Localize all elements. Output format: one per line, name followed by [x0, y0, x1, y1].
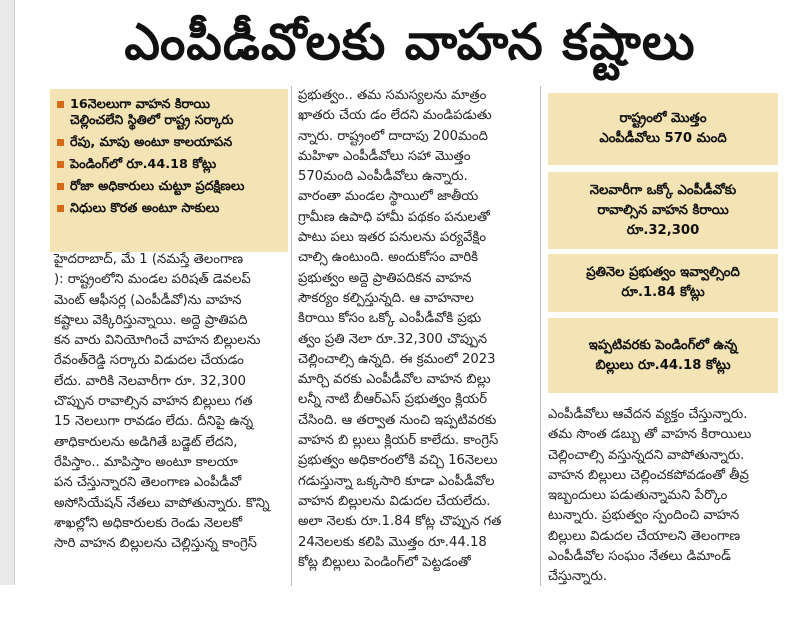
article-line: చాల్సి ఉంటుంది. అందుకోసం వారికి — [298, 250, 479, 266]
fact-line: ఎంపీడీవోలు 570 మంది — [599, 131, 727, 146]
article-line: తాధికారులను అడిగితే బడ్జెట్ లేదని, — [54, 434, 238, 450]
fact-line: నెలవారీగా ఒక్కో ఎంపీడీవోకు — [589, 182, 737, 198]
bullet-square-icon — [57, 205, 64, 212]
highlight-text: రేపు, మాపు అంటూ కాలయాపన — [70, 135, 233, 150]
article-line: ప్రభుత్వం అద్దె ప్రాతిపదికన వాహన — [298, 270, 472, 286]
highlight-item — [50, 179, 288, 195]
article-line: ప్రభుత్వం అధికారంలోకి వచ్చి 16నెలలు — [298, 453, 498, 469]
highlight-item — [50, 157, 288, 173]
fact-line: బిల్లులు రూ.44.18 కోట్లు — [595, 357, 731, 373]
article-line: లన్నీ నాటి బీఆర్‌ఎస్ ప్రభుత్వం క్లియర్ — [298, 392, 488, 408]
article-line: ప్రభుత్వం.. తమ సమస్యలను మాత్రం — [298, 88, 487, 103]
bullet-square-icon — [57, 161, 64, 168]
article-line: సారి వాహన బిల్లులను చెల్లిస్తున్న కాంగ్రెస్ — [54, 536, 257, 552]
article-line: లేదు. వారికి నెలవారీగా రూ. 32,300 — [54, 373, 247, 389]
article-line: పాటు పలు ఇతర పనులను పర్యవేక్షిం — [298, 230, 487, 246]
article-line: ఖాతరు చేయ డం లేదని మండిపడుతు — [298, 108, 492, 124]
fact-pending-bills — [548, 318, 778, 393]
fact-box — [548, 93, 778, 393]
article-line: మార్చి వరకు ఎంపీడీవోల వాహన బిల్లు — [298, 372, 491, 388]
fact-line: ప్రతినెల ప్రభుత్వం ఇవ్వాల్సింది — [586, 265, 740, 280]
article-line: చేసింది. ఆ తర్వాత నుంచి ఇప్పటివరకు — [298, 412, 497, 428]
column-divider — [540, 86, 541, 586]
highlight-item — [50, 135, 288, 151]
article-line: బిల్లులు విడుదల చేయాలని తెలంగాణ — [548, 528, 741, 544]
fact-line: ఇప్పటివరకు పెండింగ్‌లో ఉన్న — [588, 337, 738, 353]
highlight-text: రోజా అధికారులు చుట్టూ ప్రదక్షిణలు — [70, 179, 245, 194]
column-divider — [291, 86, 292, 586]
fact-line: రూ.32,300 — [626, 222, 700, 238]
article-line: 24నెలలకు కలిపి మొత్తం రూ.44.18 — [298, 534, 487, 550]
highlights-box — [50, 89, 288, 252]
article-column-2 — [298, 86, 534, 573]
article-line: ఎంపీడీవోల సంఘం నేతలు డిమాండ్ — [548, 549, 731, 565]
article-line: త్వం ప్రతి నెలా రూ.32,300 చొప్పున — [298, 331, 488, 347]
fact-monthly-rent — [548, 172, 778, 249]
article-line: వాహన బిల్లులను విడుదల చేయలేదు. — [298, 493, 491, 509]
article-line: న్నారు. రాష్ట్రంలో దాదాపు 200మంది — [298, 128, 488, 144]
article-line: పన చేస్తున్నారని తెలంగాణ ఎంపీడీవో — [54, 475, 242, 491]
highlight-item — [50, 97, 288, 129]
article-line: రేపిస్తాం.. మాపిస్తాం అంటూ కాలయా — [54, 454, 238, 470]
article-column-1 — [54, 250, 284, 554]
article-line: టున్నారు. ప్రభుత్వం స్పందించి వాహన — [548, 508, 740, 524]
article-line: ): రాష్ట్రంలోని మండల పరిషత్ డెవలప్ — [54, 272, 251, 288]
highlight-text: 16నెలలుగా వాహన కిరాయి — [70, 97, 211, 112]
bullet-square-icon — [57, 139, 64, 146]
article-line: హైదరాబాద్, మే 1 (నమస్తే తెలంగాణ — [54, 252, 243, 267]
article-line: వారంతా మండల స్థాయిలో జాతీయ — [298, 189, 479, 205]
highlight-text: పెండింగ్‌లో రూ.44.18 కోట్లు — [70, 157, 217, 172]
bullet-square-icon — [57, 101, 64, 108]
article-line: 15 నెలలుగా రావడం లేదు. దీనిపై ఉన్న — [54, 414, 254, 430]
article-line: చెల్లించాల్సి ఉన్నది. ఈ క్రమంలో 2023 — [298, 351, 496, 367]
fact-monthly-due — [548, 254, 778, 312]
article-line: కన వారు వినియోగించే వాహన బిల్లులను — [54, 333, 261, 349]
article-line: గడుస్తున్నా ఒక్కసారి కూడా ఎంపీడీవోల — [298, 473, 495, 489]
article-line: కిరాయి కోసం ఒక్కో ఎంపీడీవోకి ప్రభు — [298, 311, 482, 327]
headline: ఎంపీడీవోలకు వాహన కష్టాలు — [124, 13, 696, 71]
article-line: రేవంత్‌రెడ్డి సర్కారు విడుదల చేయడం — [54, 353, 244, 369]
article-line: మెంట్ ఆఫీసర్ల (ఎంపీడీవో)ను వాహన — [54, 292, 242, 308]
fact-line: రావాల్సిన వాహన కిరాయి — [597, 202, 729, 218]
article-line: ఇబ్బందులు పడుతున్నామని పేర్కొం — [548, 488, 728, 504]
article-line: కష్టాలు వెక్కిరిస్తున్నాయి. అద్దె ప్రాతిపది — [54, 312, 248, 328]
article-line: 570మంది ఎంపీడీవోలు ఉన్నారు. — [298, 169, 468, 185]
fact-line: రాష్ట్రంలో మొత్తం — [619, 111, 707, 126]
bullet-square-icon — [57, 183, 64, 190]
article-line: చెల్లించాల్సి వస్తున్నదని వాపోతున్నారు. — [548, 447, 745, 463]
page-edge — [0, 0, 15, 585]
article-line: చొప్పున రావాల్సిన వాహన బిల్లులు గత — [54, 394, 253, 410]
article-line: శాఖల్లోని అధికారులకు రెండు నెలలకో — [54, 515, 243, 531]
highlight-item — [50, 201, 288, 217]
fact-total-mpdos — [548, 93, 778, 165]
article-line: గ్రామీణ ఉపాధి హామీ పథకం పనులతో — [298, 209, 490, 225]
article-line: చేస్తున్నారు. — [548, 569, 607, 585]
article-line: ఎంపీడీవోలు ఆవేదన వ్యక్తం చేస్తున్నారు. — [548, 407, 748, 422]
fact-line: రూ.1.84 కోట్లు — [621, 285, 705, 300]
article-line: అలా నెలకు రూ.1.84 కోట్ల చొప్పున గత — [298, 514, 502, 530]
article-line: కోట్ల బిల్లులు పెండింగ్‌లో పెట్టడంతో — [298, 554, 471, 570]
article-line: వాహన బిల్లులు చెల్లించకపోవడంతో తీవ్ర — [548, 467, 749, 483]
article-line: వాహన బి ల్లులు క్లియర్ కాలేదు. కాంగ్రెస్ — [298, 433, 499, 449]
article-line: సౌకర్యం కల్పిస్తున్నది. ఆ వాహనాల — [298, 290, 474, 306]
article-line: మహిళా ఎంపీడీవోలు సహా మొత్తం — [298, 148, 471, 164]
highlight-text: చెల్లించలేని స్థితిలో రాష్ట్ర సర్కారు — [70, 113, 234, 128]
article-line: అసోసియేషన్ నేతలు వాపోతున్నారు. కొన్ని — [54, 495, 270, 511]
article-column-3 — [548, 405, 780, 588]
highlight-text: నిధులు కొరత అంటూ సాకులు — [70, 201, 220, 216]
article-line: తమ సొంత డబ్బు తో వాహన కిరాయిలు — [548, 427, 752, 443]
